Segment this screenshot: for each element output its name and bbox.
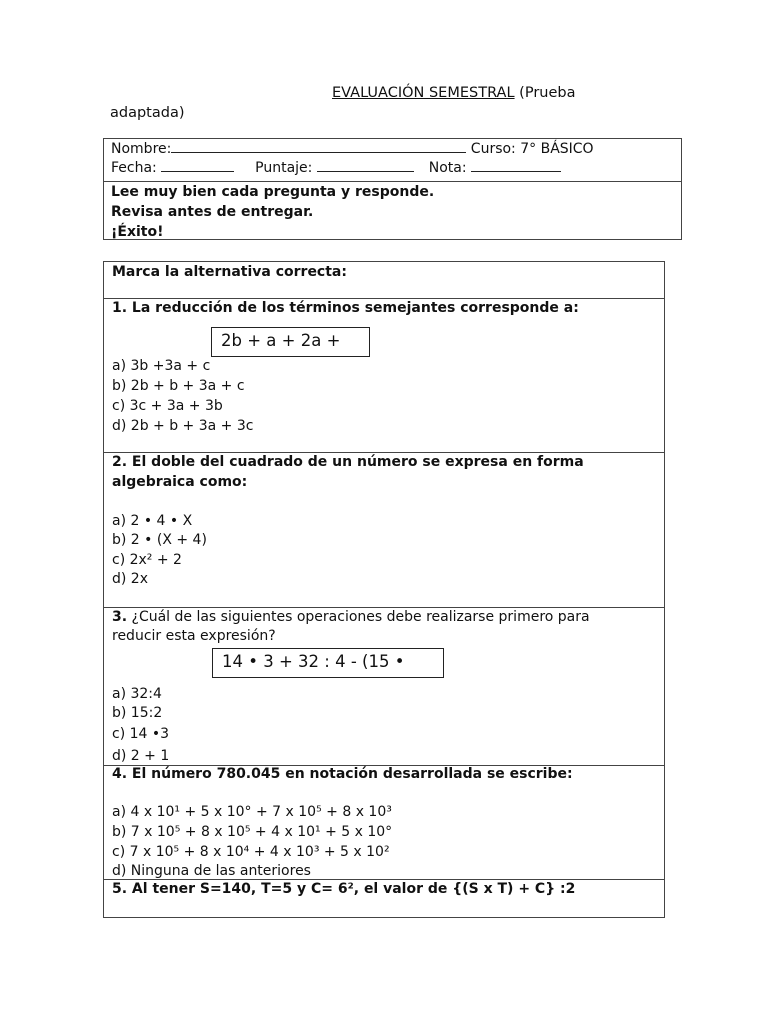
nombre-label: Nombre: (111, 141, 172, 157)
instruction-2: Revisa antes de entregar. (111, 204, 314, 220)
title-text: EVALUACIÓN SEMESTRAL (332, 85, 515, 101)
q3-option-b[interactable]: b) 15:2 (112, 705, 163, 721)
question-2-prompt-1: 2. El doble del cuadrado de un número se expresa en forma (112, 454, 584, 470)
section-title: Marca la alternativa correcta: (112, 264, 347, 280)
q4-option-b[interactable]: b) 7 x 10⁵ + 8 x 10⁵ + 4 x 10¹ + 5 x 10° (112, 824, 393, 840)
q1-option-d[interactable]: d) 2b + b + 3a + 3c (112, 418, 254, 434)
q2-option-b[interactable]: b) 2 • (X + 4) (112, 532, 207, 548)
q4-option-a[interactable]: a) 4 x 10¹ + 5 x 10° + 7 x 10⁵ + 8 x 10³ (112, 804, 392, 820)
q3-option-c[interactable]: c) 14 •3 (112, 726, 170, 742)
questions-box (103, 261, 665, 918)
fecha-label: Fecha: (111, 160, 157, 176)
question-1-expression: 2b + a + 2a + (211, 327, 370, 357)
q3-option-d[interactable]: d) 2 + 1 (112, 748, 170, 764)
q2-option-d[interactable]: d) 2x (112, 571, 148, 587)
q4-option-c[interactable]: c) 7 x 10⁵ + 8 x 10⁴ + 4 x 10³ + 5 x 10² (112, 844, 390, 860)
nombre-field[interactable] (171, 139, 466, 153)
q2-option-a[interactable]: a) 2 • 4 • X (112, 513, 193, 529)
nota-field[interactable] (471, 158, 561, 172)
question-1-prompt: 1. La reducción de los términos semejantes corresponde a: (112, 300, 579, 316)
question-3-text: ¿Cuál de las siguientes operaciones debe realizarse primero para (127, 609, 590, 625)
q3-option-a[interactable]: a) 32:4 (112, 686, 162, 702)
question-3-prompt-2: reducir esta expresión? (112, 628, 276, 644)
nota-label: Nota: (428, 160, 467, 176)
q1-option-c[interactable]: c) 3c + 3a + 3b (112, 398, 223, 414)
fecha-row (111, 158, 561, 176)
instruction-1: Lee muy bien cada pregunta y responde. (111, 184, 435, 200)
question-2-prompt-2: algebraica como: (112, 474, 248, 490)
puntaje-label: Puntaje: (255, 160, 313, 176)
instruction-3: ¡Éxito! (111, 224, 164, 240)
student-info-box (103, 138, 682, 240)
q1-option-b[interactable]: b) 2b + b + 3a + c (112, 378, 245, 394)
question-3-prompt-1 (112, 607, 590, 627)
question-5-prompt: 5. Al tener S=140, T=5 y C= 6², el valor de {(S x T) + C} :2 (112, 881, 576, 897)
subtitle-text-1: (Prueba (519, 85, 576, 101)
curso-label: Curso: 7° BÁSICO (470, 141, 594, 157)
q2-option-c[interactable]: c) 2x² + 2 (112, 552, 182, 568)
question-3-expression: 14 • 3 + 32 : 4 - (15 • (212, 648, 444, 678)
puntaje-field[interactable] (317, 158, 414, 172)
exam-title (332, 85, 575, 101)
q1-option-a[interactable]: a) 3b +3a + c (112, 358, 211, 374)
question-3-number: 3. (112, 609, 128, 625)
question-4-prompt: 4. El número 780.045 en notación desarrollada se escribe: (112, 766, 573, 782)
subtitle-text-2: adaptada) (110, 105, 185, 121)
nombre-row (111, 139, 594, 157)
q4-option-d[interactable]: d) Ninguna de las anteriores (112, 863, 311, 879)
fecha-field[interactable] (161, 158, 234, 172)
